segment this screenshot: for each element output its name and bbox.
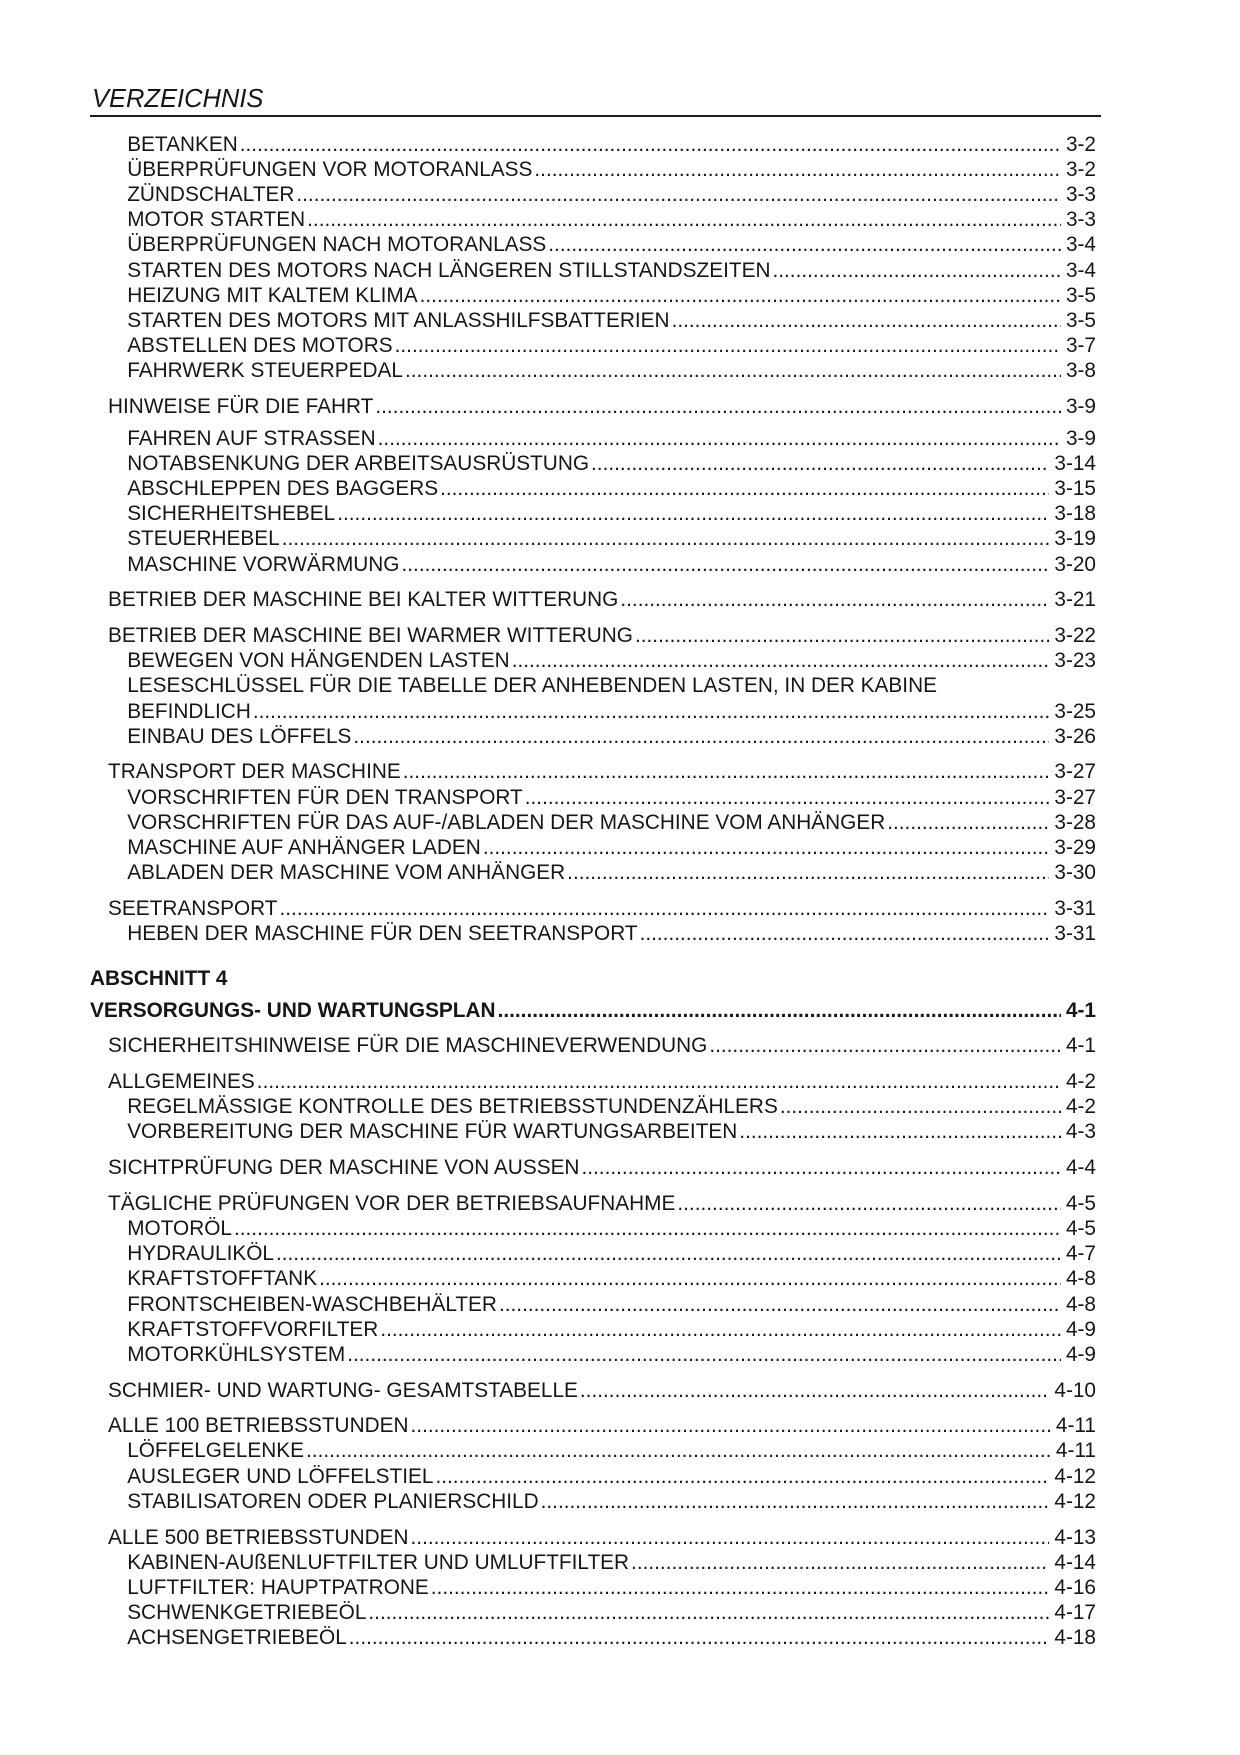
toc-entry-title: BEWEGEN VON HÄNGENDEN LASTEN — [127, 649, 510, 673]
toc-entry-title: SICHERHEITSHEBEL — [127, 502, 336, 526]
dot-leader — [548, 232, 1061, 257]
dot-leader — [541, 1489, 1050, 1514]
toc-entry-continuation — [90, 699, 1096, 724]
toc-entry-title: AUSLEGER UND LÖFFELSTIEL — [127, 1464, 434, 1488]
dot-leader — [672, 308, 1061, 333]
toc-entry-title: BETRIEB DER MASCHINE BEI KALTER WITTERUNG — [108, 588, 619, 612]
dot-leader — [635, 623, 1049, 648]
toc-entry-page: 4-14 — [1054, 1550, 1096, 1574]
toc-entry-title: HINWEISE FÜR DIE FAHRT — [108, 395, 374, 419]
dot-leader — [276, 1241, 1061, 1266]
toc-entry — [90, 1438, 1096, 1463]
toc-entry — [90, 1155, 1096, 1180]
toc-entry-page: 3-19 — [1054, 527, 1096, 551]
toc-entry-title: LESESCHLÜSSEL FÜR DIE TABELLE DER ANHEBENDEN LASTEN, IN DER KABINE — [127, 674, 937, 698]
toc-entry — [90, 1266, 1096, 1291]
toc-entry-page: 4-2 — [1065, 1070, 1096, 1094]
toc-entry-title: ZÜNDSCHALTER — [127, 183, 295, 207]
toc-entry-title: ÜBERPRÜFUNGEN NACH MOTORANLASS — [127, 233, 547, 257]
dot-leader — [282, 526, 1050, 551]
header-rule — [90, 115, 1101, 117]
toc-entry-page: 3-31 — [1054, 896, 1096, 920]
toc-entry-title: VORSCHRIFTEN FÜR DEN TRANSPORT — [127, 785, 523, 809]
toc-entry-title: HEBEN DER MASCHINE FÜR DEN SEETRANSPORT — [127, 922, 638, 946]
toc-entry-page: 4-2 — [1065, 1095, 1096, 1119]
toc-entry-title: STABILISATOREN ODER PLANIERSCHILD — [127, 1489, 539, 1513]
toc-entry-page: 4-12 — [1054, 1464, 1096, 1488]
toc-entry — [90, 1069, 1096, 1094]
toc-entry — [90, 835, 1096, 860]
toc-entry-page: 3-28 — [1054, 810, 1096, 834]
toc-entry-title: MASCHINE VORWÄRMUNG — [127, 552, 400, 576]
toc-entry — [90, 283, 1096, 308]
toc-entry-title: ALLGEMEINES — [108, 1070, 255, 1094]
toc-entry — [90, 587, 1096, 612]
toc-entry — [90, 358, 1096, 383]
toc-entry-page: 3-4 — [1065, 233, 1096, 257]
toc-entry-title: MASCHINE AUF ANHÄNGER LADEN — [127, 835, 481, 859]
toc-entry-title: MOTORKÜHLSYSTEM — [127, 1342, 346, 1366]
toc-entry-title: SCHMIER- UND WARTUNG- GESAMTSTABELLE — [108, 1378, 578, 1402]
dot-leader — [403, 759, 1050, 784]
toc-entry — [90, 1525, 1096, 1550]
toc-entry-page: 4-1 — [1065, 1034, 1096, 1058]
toc-entry — [90, 526, 1096, 551]
toc-entry — [90, 1317, 1096, 1342]
dot-leader — [368, 1600, 1049, 1625]
toc-entry-title: STARTEN DES MOTORS NACH LÄNGEREN STILLSTANDSZEITEN — [127, 258, 771, 282]
toc-entry-page: 3-27 — [1054, 785, 1096, 809]
toc-entry-page: 3-29 — [1054, 835, 1096, 859]
toc-entry — [90, 157, 1096, 182]
toc-entry — [90, 785, 1096, 810]
toc-entry-title: ACHSENGETRIEBEÖL — [127, 1626, 347, 1650]
toc-entry — [90, 648, 1096, 673]
dot-leader — [780, 1094, 1061, 1119]
toc-entry — [90, 1600, 1096, 1625]
dot-leader — [411, 1413, 1051, 1438]
section-heading — [90, 966, 1096, 991]
toc-entry-title: HYDRAULIKÖL — [127, 1242, 274, 1266]
toc-entry — [90, 1241, 1096, 1266]
toc-entry-page: 3-31 — [1054, 922, 1096, 946]
toc-entry-page: 3-25 — [1054, 699, 1096, 723]
toc-entry — [90, 207, 1096, 232]
toc-entry-page: 4-9 — [1065, 1342, 1096, 1366]
dot-leader — [591, 451, 1049, 476]
toc-entry — [90, 476, 1096, 501]
running-header: VERZEICHNIS — [92, 85, 264, 113]
toc-entry — [90, 232, 1096, 257]
dot-leader — [677, 1191, 1061, 1216]
dot-leader — [499, 1292, 1061, 1317]
toc-entry — [90, 552, 1096, 577]
dot-leader — [887, 810, 1049, 835]
toc-entry-page: 4-8 — [1065, 1267, 1096, 1291]
toc-entry-title: HEIZUNG MIT KALTEM KLIMA — [127, 283, 418, 307]
toc-entry-title: LUFTFILTER: HAUPTPATRONE — [127, 1575, 429, 1599]
toc-entry-page: 3-9 — [1065, 395, 1096, 419]
toc-entry — [90, 451, 1096, 476]
dot-leader — [378, 426, 1061, 451]
toc-entry-title: MOTOR STARTEN — [127, 208, 306, 232]
toc-entry — [90, 810, 1096, 835]
dot-leader — [567, 860, 1049, 885]
dot-leader — [337, 501, 1049, 526]
dot-leader — [620, 587, 1049, 612]
toc-entry-page: 4-5 — [1065, 1191, 1096, 1215]
toc-entry-page: 3-5 — [1065, 283, 1096, 307]
dot-leader — [234, 1216, 1061, 1241]
toc-entry-page: 3-3 — [1065, 208, 1096, 232]
toc-entry — [90, 258, 1096, 283]
toc-entry-page: 4-9 — [1065, 1317, 1096, 1341]
toc-entry-title: ALLE 500 BETRIEBSSTUNDEN — [108, 1525, 409, 1549]
toc-entry-page: 3-21 — [1054, 588, 1096, 612]
dot-leader — [349, 1625, 1050, 1650]
toc-entry-title: LÖFFELGELENKE — [127, 1439, 305, 1463]
toc-entry — [90, 1342, 1096, 1367]
toc-entry — [90, 501, 1096, 526]
toc-entry — [90, 182, 1096, 207]
toc-entry-title: MOTORÖL — [127, 1216, 232, 1240]
toc-entry — [90, 1191, 1096, 1216]
toc-entry — [90, 1033, 1096, 1058]
toc-entry-page: 4-8 — [1065, 1292, 1096, 1316]
toc-entry — [90, 394, 1096, 419]
toc-entry-title: BETANKEN — [127, 132, 238, 156]
toc-entry — [90, 1094, 1096, 1119]
dot-leader — [375, 394, 1061, 419]
toc-entry-title: KRAFTSTOFFTANK — [127, 1267, 318, 1291]
dot-leader — [512, 648, 1050, 673]
toc-entry — [90, 1464, 1096, 1489]
toc-entry-title: BETRIEB DER MASCHINE BEI WARMER WITTERUNG — [108, 623, 633, 647]
toc-entry-title: VORSCHRIFTEN FÜR DAS AUF-/ABLADEN DER MASCHINE VOM ANHÄNGER — [127, 810, 886, 834]
toc-entry-page: 4-5 — [1065, 1216, 1096, 1240]
toc-entry-title: ABSTELLEN DES MOTORS — [127, 334, 393, 358]
toc-entry-page: 3-2 — [1065, 132, 1096, 156]
dot-leader — [739, 1119, 1061, 1144]
section-page: 4-1 — [1065, 998, 1096, 1022]
toc-entry — [90, 1575, 1096, 1600]
toc-entry — [90, 1119, 1096, 1144]
toc-entry-page: 4-3 — [1065, 1120, 1096, 1144]
toc-entry — [90, 426, 1096, 451]
dot-leader — [420, 283, 1061, 308]
toc-entry-title: ÜBERPRÜFUNGEN VOR MOTORANLASS — [127, 157, 533, 181]
toc-entry — [90, 921, 1096, 946]
toc-entry — [90, 333, 1096, 358]
dot-leader — [772, 258, 1060, 283]
toc-entry-page: 4-7 — [1065, 1242, 1096, 1266]
dot-leader — [353, 724, 1049, 749]
toc-entry-title: EINBAU DES LÖFFELS — [127, 724, 352, 748]
toc-entry-page: 4-4 — [1065, 1156, 1096, 1180]
toc-entry-page: 3-2 — [1065, 157, 1096, 181]
toc-entry — [90, 623, 1096, 648]
toc-entry-page: 4-11 — [1055, 1414, 1096, 1438]
toc-entry-page: 3-26 — [1054, 724, 1096, 748]
section-title: VERSORGUNGS- UND WARTUNGSPLAN — [90, 998, 496, 1022]
toc-entry-title: REGELMÄSSIGE KONTROLLE DES BETRIEBSSTUNDENZÄHLERS — [127, 1095, 778, 1119]
toc-entry-title: ALLE 100 BETRIEBSSTUNDEN — [108, 1414, 409, 1438]
dot-leader — [431, 1575, 1050, 1600]
toc-entry-title: SCHWENKGETRIEBEÖL — [127, 1601, 367, 1625]
toc-entry-title: STARTEN DES MOTORS MIT ANLASSHILFSBATTERIEN — [127, 309, 670, 332]
toc-entry-page: 3-30 — [1054, 861, 1096, 885]
toc-entry — [90, 1550, 1096, 1575]
toc-entry-title: KABINEN-AUßENLUFTFILTER UND UMLUFTFILTER — [127, 1550, 630, 1574]
toc-entry — [90, 860, 1096, 885]
toc-entry-title: FAHREN AUF STRASSEN — [127, 426, 376, 450]
toc-entry — [90, 673, 1096, 698]
toc-entry-title: SICHERHEITSHINWEISE FÜR DIE MASCHINEVERWENDUNG — [108, 1034, 708, 1058]
toc-entry-title: FAHRWERK STEUERPEDAL — [127, 359, 403, 383]
toc-entry — [90, 132, 1096, 157]
toc-entry-page: 3-23 — [1054, 649, 1096, 673]
toc-entry-page: 3-15 — [1054, 477, 1096, 501]
dot-leader — [253, 699, 1050, 724]
dot-leader — [580, 1378, 1049, 1403]
toc-entry-page: 3-3 — [1065, 183, 1096, 207]
toc-entry-title: SEETRANSPORT — [108, 896, 278, 920]
toc-entry-title-continued: BEFINDLICH — [127, 699, 251, 723]
toc-entry-page: 4-18 — [1054, 1626, 1096, 1650]
dot-leader — [240, 132, 1061, 157]
dot-leader — [319, 1266, 1061, 1291]
toc-entry — [90, 1625, 1096, 1650]
toc-entry-page: 4-10 — [1054, 1378, 1096, 1402]
dot-leader — [405, 358, 1061, 383]
dot-leader — [395, 333, 1061, 358]
toc-entry-title: STEUERHEBEL — [127, 527, 280, 551]
toc-entry — [90, 896, 1096, 921]
toc-entry-page: 4-16 — [1054, 1575, 1096, 1599]
dot-leader — [631, 1550, 1049, 1575]
dot-leader — [296, 182, 1061, 207]
toc-entry — [90, 1216, 1096, 1241]
toc-entry-title: VORBEREITUNG DER MASCHINE FÜR WARTUNGSARBEITEN — [127, 1120, 738, 1144]
dot-leader — [440, 476, 1049, 501]
toc-entry — [90, 759, 1096, 784]
dot-leader — [581, 1155, 1060, 1180]
toc-entry-title: FRONTSCHEIBEN-WASCHBEHÄLTER — [127, 1292, 497, 1316]
dot-leader — [402, 552, 1050, 577]
toc-entry-page: 3-14 — [1054, 451, 1096, 475]
toc-entry — [90, 1413, 1096, 1438]
toc-entry-page: 3-7 — [1065, 334, 1096, 358]
table-of-contents — [90, 132, 1096, 1651]
toc-entry-page: 3-27 — [1054, 760, 1096, 784]
toc-entry-page: 3-18 — [1054, 502, 1096, 526]
toc-entry — [90, 1489, 1096, 1514]
section-label: ABSCHNITT 4 — [90, 967, 228, 991]
toc-entry-page: 3-22 — [1054, 623, 1096, 647]
toc-entry-title: NOTABSENKUNG DER ARBEITSAUSRÜSTUNG — [127, 451, 590, 475]
dot-leader — [257, 1069, 1061, 1094]
dot-leader — [640, 921, 1050, 946]
dot-leader — [306, 1438, 1051, 1463]
dot-leader — [435, 1464, 1049, 1489]
toc-entry-title: ABLADEN DER MASCHINE VOM ANHÄNGER — [127, 861, 566, 885]
dot-leader — [525, 785, 1050, 810]
toc-entry-title: TÄGLICHE PRÜFUNGEN VOR DER BETRIEBSAUFNAHME — [108, 1191, 676, 1215]
dot-leader — [498, 998, 1061, 1023]
toc-entry — [90, 308, 1096, 333]
dot-leader — [411, 1525, 1050, 1550]
toc-entry-page: 3-9 — [1065, 426, 1096, 450]
dot-leader — [483, 835, 1050, 860]
toc-entry-page: 3-5 — [1065, 309, 1096, 332]
toc-entry — [90, 1292, 1096, 1317]
toc-entry — [90, 724, 1096, 749]
dot-leader — [307, 207, 1061, 232]
toc-entry-title: TRANSPORT DER MASCHINE — [108, 760, 401, 784]
section-title-entry — [90, 998, 1096, 1023]
dot-leader — [709, 1033, 1061, 1058]
dot-leader — [534, 157, 1061, 182]
toc-entry-page: 3-8 — [1065, 359, 1096, 383]
toc-entry-page: 3-20 — [1054, 552, 1096, 576]
toc-entry — [90, 1378, 1096, 1403]
dot-leader — [280, 896, 1050, 921]
toc-entry-title: SICHTPRÜFUNG DER MASCHINE VON AUSSEN — [108, 1156, 580, 1180]
dot-leader — [380, 1317, 1061, 1342]
dot-leader — [347, 1342, 1061, 1367]
toc-entry-page: 4-12 — [1054, 1489, 1096, 1513]
toc-entry-title: KRAFTSTOFFVORFILTER — [127, 1317, 379, 1341]
toc-entry-page: 4-17 — [1054, 1601, 1096, 1625]
toc-entry-page: 4-13 — [1054, 1525, 1096, 1549]
toc-entry-title: ABSCHLEPPEN DES BAGGERS — [127, 477, 439, 501]
toc-entry-page: 4-11 — [1055, 1439, 1096, 1463]
toc-entry-page: 3-4 — [1065, 258, 1096, 282]
